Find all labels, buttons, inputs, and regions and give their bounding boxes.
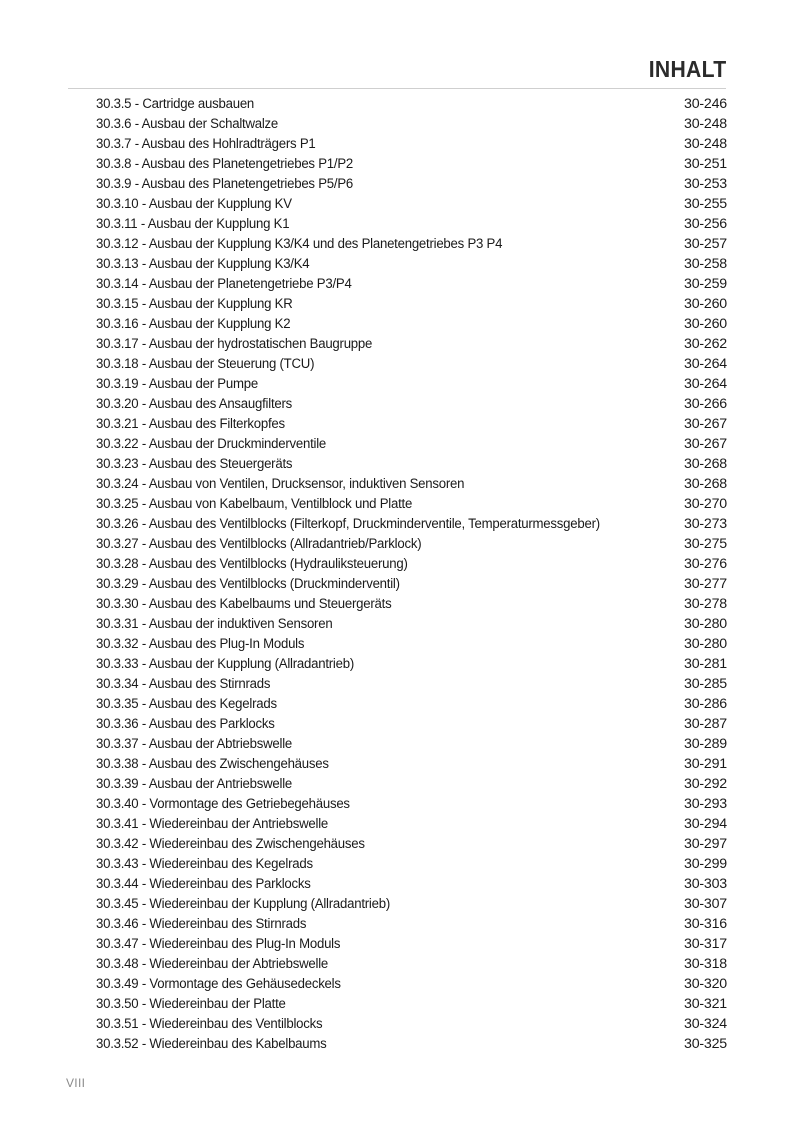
toc-entry-page: 30-307: [684, 896, 727, 912]
toc-entry-title: 30.3.18 - Ausbau der Steuerung (TCU): [96, 356, 315, 372]
toc-entry[interactable]: [96, 514, 727, 534]
toc-entry-title: 30.3.25 - Ausbau von Kabelbaum, Ventilblock und Platte: [96, 496, 413, 512]
toc-entry-title: 30.3.47 - Wiedereinbau des Plug-In Moduls: [96, 936, 341, 952]
toc-entry-page: 30-246: [684, 96, 727, 112]
toc-entry-page: 30-324: [684, 1016, 727, 1032]
toc-entry-title: 30.3.51 - Wiedereinbau des Ventilblocks: [96, 1016, 323, 1032]
toc-entry-page: 30-325: [684, 1036, 727, 1052]
toc-entry-page: 30-297: [684, 836, 727, 852]
toc-entry[interactable]: [96, 394, 727, 414]
toc-entry[interactable]: [96, 834, 727, 854]
toc-entry[interactable]: [96, 754, 727, 774]
toc-entry-title: 30.3.17 - Ausbau der hydrostatischen Baugruppe: [96, 336, 373, 352]
toc-entry[interactable]: [96, 594, 727, 614]
toc-entry-title: 30.3.28 - Ausbau des Ventilblocks (Hydrauliksteuerung): [96, 556, 408, 572]
toc-entry-page: 30-266: [684, 396, 727, 412]
toc-entry[interactable]: [96, 874, 727, 894]
toc-entry-page: 30-285: [684, 676, 727, 692]
toc-entry-title: 30.3.16 - Ausbau der Kupplung K2: [96, 316, 291, 332]
toc-entry-title: 30.3.8 - Ausbau des Planetengetriebes P1/P2: [96, 156, 354, 172]
toc-entry[interactable]: [96, 654, 727, 674]
toc-entry-page: 30-280: [684, 616, 727, 632]
toc-entry-title: 30.3.31 - Ausbau der induktiven Sensoren: [96, 616, 333, 632]
toc-entry[interactable]: [96, 474, 727, 494]
toc-entry-title: 30.3.43 - Wiedereinbau des Kegelrads: [96, 856, 313, 872]
toc-entry-page: 30-287: [684, 716, 727, 732]
toc-entry-title: 30.3.21 - Ausbau des Filterkopfes: [96, 416, 285, 432]
toc-entry-title: 30.3.5 - Cartridge ausbauen: [96, 96, 255, 112]
toc-entry[interactable]: [96, 734, 727, 754]
toc-entry[interactable]: [96, 674, 727, 694]
toc-entry-title: 30.3.37 - Ausbau der Abtriebswelle: [96, 736, 293, 752]
toc-entry-page: 30-281: [684, 656, 727, 672]
toc-entry-page: 30-256: [684, 216, 727, 232]
toc-entry[interactable]: [96, 434, 727, 454]
toc-entry[interactable]: [96, 214, 727, 234]
toc-entry[interactable]: [96, 614, 727, 634]
toc-entry-title: 30.3.23 - Ausbau des Steuergeräts: [96, 456, 293, 472]
toc-entry-page: 30-264: [684, 376, 727, 392]
toc-entry-page: 30-262: [684, 336, 727, 352]
toc-entry[interactable]: [96, 114, 727, 134]
toc-entry-title: 30.3.38 - Ausbau des Zwischengehäuses: [96, 756, 329, 772]
toc-entry-title: 30.3.44 - Wiedereinbau des Parklocks: [96, 876, 311, 892]
toc-entry-page: 30-321: [684, 996, 727, 1012]
toc-entry-title: 30.3.45 - Wiedereinbau der Kupplung (Allradantrieb): [96, 896, 391, 912]
toc-entry-title: 30.3.32 - Ausbau des Plug-In Moduls: [96, 636, 305, 652]
toc-entry[interactable]: [96, 554, 727, 574]
toc-entry-page: 30-248: [684, 136, 727, 152]
toc-entry-page: 30-299: [684, 856, 727, 872]
toc-entry-page: 30-267: [684, 416, 727, 432]
toc-entry-page: 30-264: [684, 356, 727, 372]
toc-entry[interactable]: [96, 494, 727, 514]
toc-entry-title: 30.3.10 - Ausbau der Kupplung KV: [96, 196, 292, 212]
toc-entry-page: 30-268: [684, 456, 727, 472]
toc-entry[interactable]: [96, 334, 727, 354]
toc-entry-page: 30-248: [684, 116, 727, 132]
toc-entry-page: 30-289: [684, 736, 727, 752]
toc-entry-page: 30-278: [684, 596, 727, 612]
toc-entry[interactable]: [96, 374, 727, 394]
toc-entry[interactable]: [96, 1034, 727, 1054]
toc-entry-page: 30-275: [684, 536, 727, 552]
toc-entry-page: 30-320: [684, 976, 727, 992]
toc-entry-page: 30-294: [684, 816, 727, 832]
toc-entry-title: 30.3.14 - Ausbau der Planetengetriebe P3/P4: [96, 276, 352, 292]
toc-entry-title: 30.3.49 - Vormontage des Gehäusedeckels: [96, 976, 341, 992]
toc-entry[interactable]: [96, 854, 727, 874]
toc-entry-page: 30-318: [684, 956, 727, 972]
toc-entry-page: 30-255: [684, 196, 727, 212]
toc-entry-page: 30-276: [684, 556, 727, 572]
toc-entry-title: 30.3.42 - Wiedereinbau des Zwischengehäuses: [96, 836, 365, 852]
toc-entry-title: 30.3.41 - Wiedereinbau der Antriebswelle: [96, 816, 329, 832]
toc-entry-title: 30.3.33 - Ausbau der Kupplung (Allradantrieb): [96, 656, 355, 672]
toc-entry-title: 30.3.6 - Ausbau der Schaltwalze: [96, 116, 279, 132]
toc-entry[interactable]: [96, 954, 727, 974]
toc-entry-title: 30.3.52 - Wiedereinbau des Kabelbaums: [96, 1036, 327, 1052]
toc-entry-page: 30-253: [684, 176, 727, 192]
toc-entry-title: 30.3.40 - Vormontage des Getriebegehäuses: [96, 796, 350, 812]
toc-entry[interactable]: [96, 814, 727, 834]
toc-entry-page: 30-260: [684, 296, 727, 312]
toc-entry[interactable]: [96, 774, 727, 794]
toc-entry-page: 30-286: [684, 696, 727, 712]
toc-entry[interactable]: [96, 314, 727, 334]
toc-entry[interactable]: [96, 1014, 727, 1034]
toc-entry-title: 30.3.15 - Ausbau der Kupplung KR: [96, 296, 293, 312]
toc-entry-page: 30-268: [684, 476, 727, 492]
toc-entry[interactable]: [96, 574, 727, 594]
toc-entry-page: 30-260: [684, 316, 727, 332]
toc-entry-title: 30.3.35 - Ausbau des Kegelrads: [96, 696, 277, 712]
page-number: VIII: [66, 1076, 86, 1090]
toc-entry[interactable]: [96, 894, 727, 914]
toc-entry-page: 30-257: [684, 236, 727, 252]
toc-entry-page: 30-292: [684, 776, 727, 792]
toc-entry[interactable]: [96, 914, 727, 934]
header-divider: [68, 88, 726, 89]
toc-entry[interactable]: [96, 274, 727, 294]
toc-entry-title: 30.3.46 - Wiedereinbau des Stirnrads: [96, 916, 307, 932]
toc-entry-page: 30-303: [684, 876, 727, 892]
toc-entry[interactable]: [96, 534, 727, 554]
toc-entry-page: 30-273: [684, 516, 727, 532]
toc-entry-page: 30-316: [684, 916, 727, 932]
toc-entry[interactable]: [96, 694, 727, 714]
toc-entry-title: 30.3.13 - Ausbau der Kupplung K3/K4: [96, 256, 310, 272]
toc-entry-page: 30-277: [684, 576, 727, 592]
toc-entry[interactable]: [96, 414, 727, 434]
toc-entry-title: 30.3.29 - Ausbau des Ventilblocks (Druckminderventil): [96, 576, 400, 592]
toc-entry[interactable]: [96, 354, 727, 374]
toc-entry-page: 30-258: [684, 256, 727, 272]
toc-entry-title: 30.3.20 - Ausbau des Ansaugfilters: [96, 396, 293, 412]
toc-entry-page: 30-317: [684, 936, 727, 952]
toc-entry[interactable]: [96, 194, 727, 214]
toc-entry-page: 30-251: [684, 156, 727, 172]
toc-entry[interactable]: [96, 294, 727, 314]
toc-entry-title: 30.3.48 - Wiedereinbau der Abtriebswelle: [96, 956, 329, 972]
toc-entry-title: 30.3.9 - Ausbau des Planetengetriebes P5/P6: [96, 176, 354, 192]
toc-entry-title: 30.3.30 - Ausbau des Kabelbaums und Steuergeräts: [96, 596, 392, 612]
toc-entry-title: 30.3.19 - Ausbau der Pumpe: [96, 376, 258, 392]
page-title: INHALT: [648, 56, 726, 82]
toc-entry[interactable]: [96, 174, 727, 194]
toc-entry[interactable]: [96, 94, 727, 114]
toc-entry-page: 30-291: [684, 756, 727, 772]
toc-entry-title: 30.3.34 - Ausbau des Stirnrads: [96, 676, 271, 692]
toc-entry[interactable]: [96, 794, 727, 814]
toc-entry[interactable]: [96, 154, 727, 174]
toc-entry[interactable]: [96, 994, 727, 1014]
toc-entry[interactable]: [96, 454, 727, 474]
toc-entry-page: 30-267: [684, 436, 727, 452]
toc-entry-title: 30.3.36 - Ausbau des Parklocks: [96, 716, 275, 732]
toc-entry-title: 30.3.11 - Ausbau der Kupplung K1: [96, 216, 290, 232]
toc-entry-title: 30.3.26 - Ausbau des Ventilblocks (Filterkopf, Druckminderventile, Temperaturmessgeber): [96, 516, 600, 532]
toc-entry[interactable]: [96, 934, 727, 954]
toc-entry-title: 30.3.50 - Wiedereinbau der Platte: [96, 996, 286, 1012]
toc-entry[interactable]: [96, 134, 727, 154]
toc-entry[interactable]: [96, 714, 727, 734]
toc-entry-title: 30.3.39 - Ausbau der Antriebswelle: [96, 776, 293, 792]
toc-entry[interactable]: [96, 634, 727, 654]
toc-entry-title: 30.3.7 - Ausbau des Hohlradträgers P1: [96, 136, 316, 152]
toc-entry-page: 30-270: [684, 496, 727, 512]
toc-entry-page: 30-259: [684, 276, 727, 292]
toc-entry-page: 30-280: [684, 636, 727, 652]
toc-entry-title: 30.3.22 - Ausbau der Druckminderventile: [96, 436, 327, 452]
toc-entry-title: 30.3.24 - Ausbau von Ventilen, Drucksensor, induktiven Sensoren: [96, 476, 465, 492]
table-of-contents: [96, 94, 727, 1054]
toc-entry-title: 30.3.12 - Ausbau der Kupplung K3/K4 und des Planetengetriebes P3 P4: [96, 236, 503, 252]
toc-entry-title: 30.3.27 - Ausbau des Ventilblocks (Allradantrieb/Parklock): [96, 536, 422, 552]
toc-entry[interactable]: [96, 234, 727, 254]
toc-entry-page: 30-293: [684, 796, 727, 812]
toc-entry[interactable]: [96, 254, 727, 274]
toc-entry[interactable]: [96, 974, 727, 994]
